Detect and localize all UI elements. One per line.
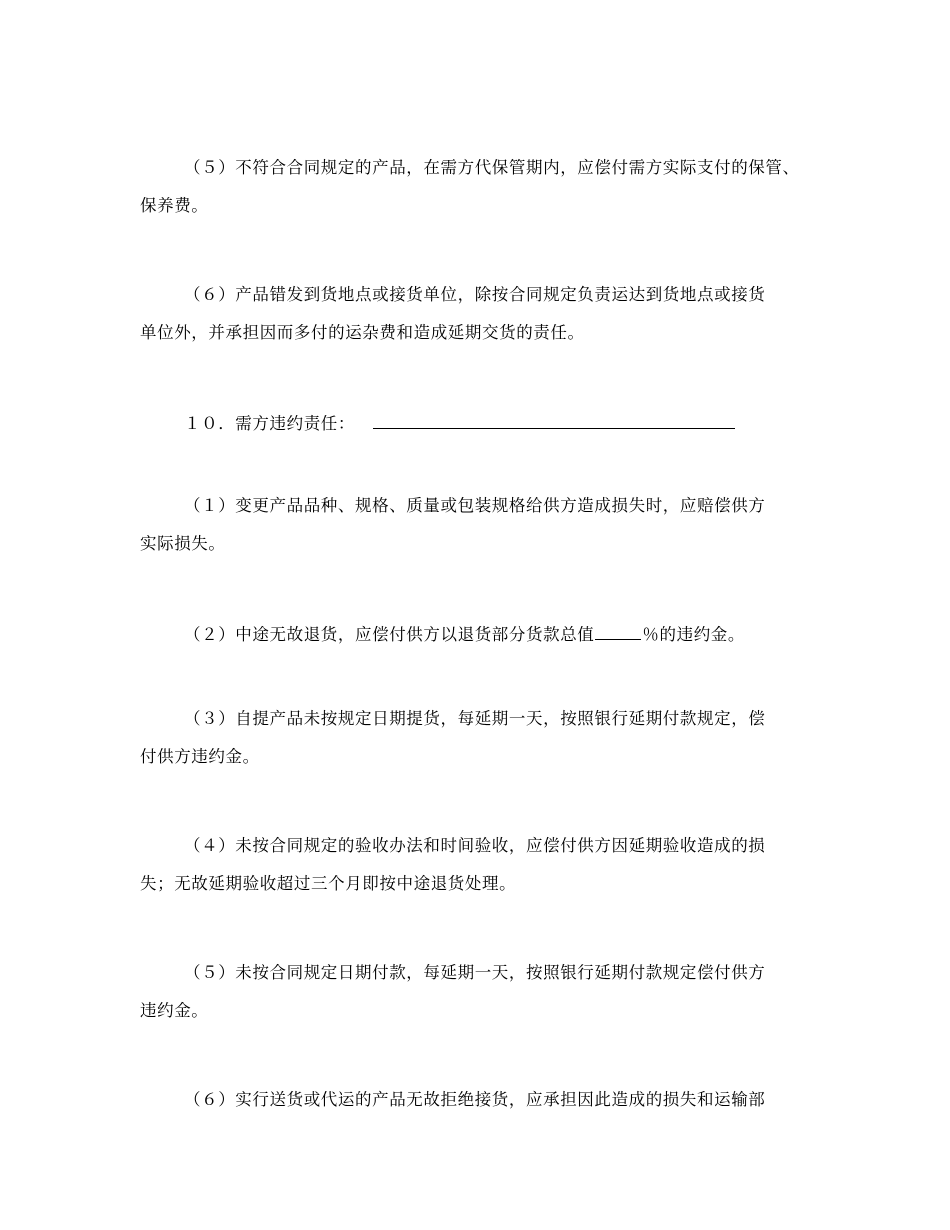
paragraph-buyer-1 (140, 487, 820, 563)
paragraph-line: （５）未按合同规定日期付款，每延期一天，按照银行延期付款规定偿付供方 (184, 963, 766, 982)
paragraph-buyer-2 (140, 616, 820, 654)
paragraph-buyer-6 (140, 1081, 820, 1119)
paragraph-line: （６）产品错发到货地点或接货单位，除按合同规定负责运达到货地点或接货 (184, 285, 766, 304)
paragraph-buyer-4 (140, 827, 820, 903)
paragraph-line: （５）不符合合同规定的产品，在需方代保管期内，应偿付需方实际支付的保管、 (184, 158, 800, 177)
paragraph-line: 付供方违约金。 (140, 747, 260, 766)
paragraph-line: （１）变更产品品种、规格、质量或包装规格给供方造成损失时，应赔偿供方 (184, 496, 766, 515)
paragraph-buyer-3 (140, 700, 820, 776)
paragraph-buyer-5 (140, 954, 820, 1030)
paragraph-line: 保养费。 (140, 196, 209, 215)
section-heading-buyer-liability (184, 405, 735, 443)
paragraph-text-before-blank: （２）中途无故退货，应偿付供方以退货部分货款总值 (184, 625, 595, 644)
paragraph-line (140, 616, 820, 654)
paragraph-supplier-6 (140, 276, 820, 352)
paragraph-line: （６）实行送货或代运的产品无故拒绝接货，应承担因此造成的损失和运输部 (184, 1090, 766, 1109)
section-heading-text: １０．需方违约责任： (184, 414, 355, 433)
paragraph-line: （４）未按合同规定的验收办法和时间验收，应偿付供方因延期验收造成的损 (184, 836, 766, 855)
percentage-blank-line (595, 625, 641, 640)
paragraph-line: 单位外，并承担因而多付的运杂费和造成延期交货的责任。 (140, 323, 585, 342)
fill-in-blank-line (373, 412, 735, 429)
paragraph-line: 失；无故延期验收超过三个月即按中途退货处理。 (140, 874, 517, 893)
paragraph-text-after-blank: ％的违约金。 (642, 625, 746, 644)
paragraph-line: （３）自提产品未按规定日期提货，每延期一天，按照银行延期付款规定，偿 (184, 709, 766, 728)
paragraph-supplier-5 (140, 149, 820, 225)
paragraph-line: 违约金。 (140, 1001, 209, 1020)
paragraph-line: 实际损失。 (140, 534, 226, 553)
